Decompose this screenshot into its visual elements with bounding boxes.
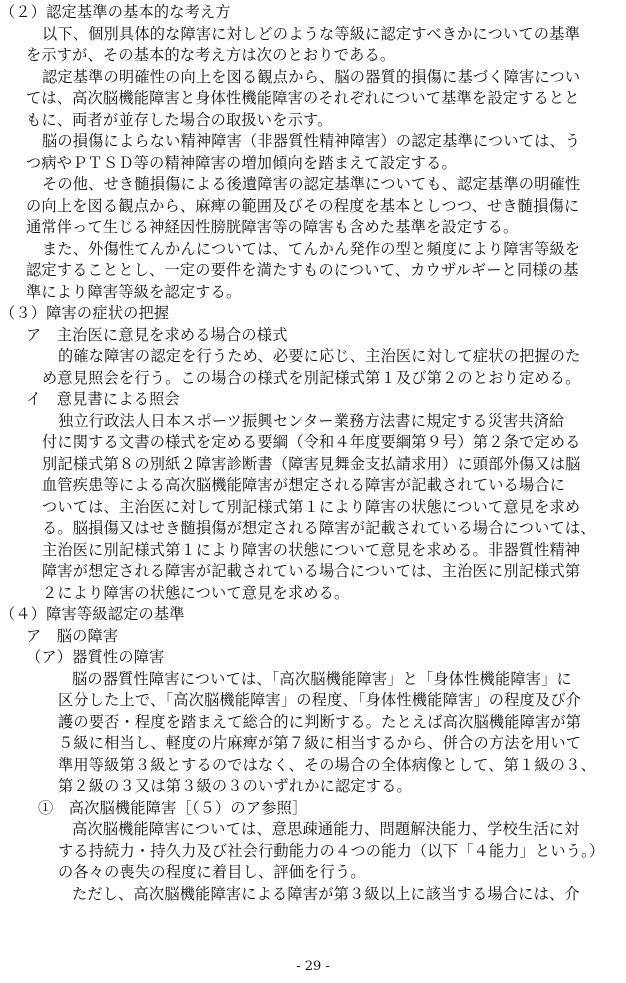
text-line: 認定基準の明確性の向上を図る観点から、脳の器質的損傷に基づく障害につい bbox=[42, 68, 581, 86]
text-line: もに、両者が並存した場合の取扱いを示す。 bbox=[26, 111, 333, 129]
text-line: 別記様式第８の別紙２障害診断書（障害見舞金支払請求用）に頭部外傷又は脳 bbox=[42, 455, 581, 473]
text-line: 以下、個別具体的な障害に対しどのような等級に認定すべきかについての基準 bbox=[42, 25, 580, 43]
text-line: 脳の器質性障害については、「高次脳機能障害」と「身体性機能障害」に bbox=[72, 670, 572, 688]
text-line: ては、高次脳機能障害と身体性機能障害のそれぞれについて基準を設定するとと bbox=[26, 89, 580, 107]
text-line: ２により障害の状態について意見を求める。 bbox=[42, 584, 350, 602]
text-line: （３）障害の症状の把握 bbox=[0, 304, 170, 322]
text-line: 付に関する文書の様式を定める要綱（令和４年度要綱第９号）第２条で定める bbox=[42, 433, 581, 451]
text-line: 通常伴って生じる神経因性膀胱障害等の障害も含めた基準を設定する。 bbox=[26, 218, 519, 236]
text-line: 主治医に別記様式第１により障害の状態について意見を求める。非器質性精神 bbox=[42, 541, 581, 559]
text-line: を示すが、その基本的な考え方は次のとおりである。 bbox=[26, 46, 396, 64]
text-line: め意見照会を行う。この場合の様式を別記様式第１及び第２のとおり定める。 bbox=[42, 369, 581, 387]
text-line: （２）認定基準の基本的な考え方 bbox=[0, 3, 231, 21]
text-line: また、外傷性てんかんについては、てんかん発作の型と頻度により障害等級を bbox=[42, 240, 581, 258]
text-line: その他、せき髄損傷による後遺障害の認定基準についても、認定基準の明確性 bbox=[42, 175, 581, 193]
text-line: （ア）器質性の障害 bbox=[26, 648, 165, 666]
text-line: 護の要否・程度を踏まえて総合的に判断する。たとえば高次脳機能障害が第 bbox=[58, 713, 582, 731]
text-line: ① 高次脳機能障害［（５）のア参照］ bbox=[38, 799, 308, 817]
text-line: する持続力・持久力及び社会行動能力の４つの能力（以下「４能力」という。） bbox=[58, 842, 605, 860]
text-line: 高次脳機能障害については、意思疎通能力、問題解決能力、学校生活に対 bbox=[72, 820, 580, 838]
text-line: ただし、高次脳機能障害による障害が第３級以上に該当する場合には、介 bbox=[72, 885, 580, 903]
text-line: 準により障害等級を認定する。 bbox=[26, 283, 242, 301]
text-line: 認定することとし、一定の要件を満たすものについて、カウザルギーと同様の基 bbox=[26, 261, 579, 279]
text-line: イ 意見書による照会 bbox=[26, 390, 180, 408]
text-line: 第２級の３又は第３級の３のいずれかに認定する。 bbox=[58, 777, 412, 795]
text-line: 血管疾患等による高次脳機能障害が想定される障害が記載されている場合に bbox=[42, 476, 566, 494]
page-number: - 29 - bbox=[296, 959, 330, 974]
text-line: 区分した上で、「高次脳機能障害」の程度、「身体性機能障害」の程度及び介 bbox=[58, 691, 582, 709]
text-line: 独立行政法人日本スポーツ振興センター業務方法書に規定する災害共済給 bbox=[58, 412, 565, 430]
text-line: の各々の喪失の程度に着目し、評価を行う。 bbox=[58, 863, 366, 881]
text-line: の向上を図る観点から、麻痺の範囲及びその程度を基本としつつ、せき髄損傷に bbox=[26, 197, 580, 215]
text-line: る。脳損傷又はせき髄損傷が想定される障害が記載されている場合については、 bbox=[42, 519, 596, 537]
text-line: ア 脳の障害 bbox=[26, 627, 119, 645]
text-line: （４）障害等級認定の基準 bbox=[0, 605, 185, 623]
text-line: 的確な障害の認定を行うため、必要に応じ、主治医に対して症状の把握のた bbox=[58, 347, 581, 365]
text-line: つ病やＰＴＳＤ等の精神障害の増加傾向を踏まえて設定する。 bbox=[26, 154, 457, 172]
text-line: ア 主治医に意見を求める場合の様式 bbox=[26, 326, 288, 344]
text-line: 障害が想定される障害が記載されている場合については、主治医に別記様式第 bbox=[42, 562, 581, 580]
text-line: ５級に相当し、軽度の片麻痺が第７級に相当するから、併合の方法を用いて bbox=[58, 734, 582, 752]
text-line: 準用等級第３級とするのではなく、その場合の全体病像として、第１級の３、 bbox=[58, 756, 596, 774]
text-line: ついては、主治医に対して別記様式第１により障害の状態について意見を求め bbox=[42, 498, 581, 516]
text-line: 脳の損傷によらない精神障害（非器質性精神障害）の認定基準については、う bbox=[42, 132, 581, 150]
